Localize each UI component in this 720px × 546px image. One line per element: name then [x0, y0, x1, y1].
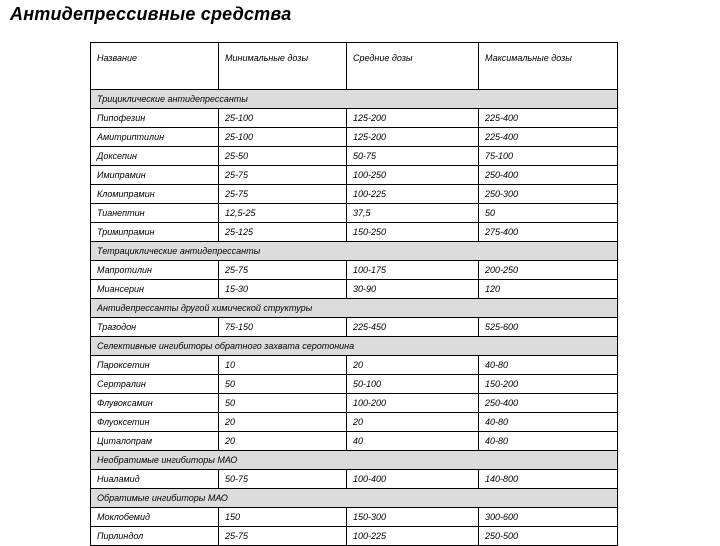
- avg-dose-cell: 30-90: [347, 280, 479, 299]
- avg-dose-cell: 125-200: [347, 109, 479, 128]
- drug-name-cell: Ниаламид: [91, 470, 219, 489]
- table-row: [91, 166, 618, 185]
- min-dose-cell: 150: [219, 508, 347, 527]
- drug-name-cell: Пирлиндол: [91, 527, 219, 546]
- drug-name-cell: Циталопрам: [91, 432, 219, 451]
- drug-name-cell: Флувоксамин: [91, 394, 219, 413]
- header-min-dose: Минимальные дозы: [219, 43, 347, 90]
- group-title: Селективные ингибиторы обратного захвата серотонина: [91, 337, 618, 356]
- max-dose-cell: 250-400: [479, 166, 618, 185]
- table-row: [91, 470, 618, 489]
- max-dose-cell: 120: [479, 280, 618, 299]
- group-row: [91, 337, 618, 356]
- drug-name-cell: Мапротилин: [91, 261, 219, 280]
- min-dose-cell: 25-75: [219, 185, 347, 204]
- min-dose-cell: 12,5-25: [219, 204, 347, 223]
- max-dose-cell: 40-80: [479, 413, 618, 432]
- drug-name-cell: Пипофезин: [91, 109, 219, 128]
- max-dose-cell: 75-100: [479, 147, 618, 166]
- table-row: [91, 147, 618, 166]
- min-dose-cell: 25-75: [219, 261, 347, 280]
- header-avg-dose: Средние дозы: [347, 43, 479, 90]
- min-dose-cell: 25-100: [219, 109, 347, 128]
- min-dose-cell: 10: [219, 356, 347, 375]
- table-header-row: [91, 43, 618, 90]
- group-row: [91, 242, 618, 261]
- group-title: Тетрациклические антидепрессанты: [91, 242, 618, 261]
- min-dose-cell: 20: [219, 432, 347, 451]
- max-dose-cell: 150-200: [479, 375, 618, 394]
- max-dose-cell: 275-400: [479, 223, 618, 242]
- group-row: [91, 90, 618, 109]
- drug-name-cell: Тразодон: [91, 318, 219, 337]
- header-name: Название: [91, 43, 219, 90]
- min-dose-cell: 25-50: [219, 147, 347, 166]
- drug-name-cell: Имипрамин: [91, 166, 219, 185]
- max-dose-cell: 140-800: [479, 470, 618, 489]
- table-row: [91, 204, 618, 223]
- min-dose-cell: 50: [219, 394, 347, 413]
- table-row: [91, 375, 618, 394]
- group-row: [91, 451, 618, 470]
- max-dose-cell: 200-250: [479, 261, 618, 280]
- avg-dose-cell: 150-250: [347, 223, 479, 242]
- max-dose-cell: 50: [479, 204, 618, 223]
- min-dose-cell: 15-30: [219, 280, 347, 299]
- avg-dose-cell: 100-225: [347, 527, 479, 546]
- table-row: [91, 394, 618, 413]
- min-dose-cell: 25-75: [219, 527, 347, 546]
- table-row: [91, 223, 618, 242]
- table-row: [91, 280, 618, 299]
- drug-name-cell: Моклобемид: [91, 508, 219, 527]
- max-dose-cell: 525-600: [479, 318, 618, 337]
- drug-name-cell: Сертралин: [91, 375, 219, 394]
- header-max-dose: Максимальные дозы: [479, 43, 618, 90]
- min-dose-cell: 50: [219, 375, 347, 394]
- drug-name-cell: Флуоксетин: [91, 413, 219, 432]
- avg-dose-cell: 100-250: [347, 166, 479, 185]
- max-dose-cell: 40-80: [479, 432, 618, 451]
- group-title: Антидепрессанты другой химической структуры: [91, 299, 618, 318]
- drug-name-cell: Кломипрамин: [91, 185, 219, 204]
- table-row: [91, 527, 618, 546]
- table-row: [91, 356, 618, 375]
- table-row: [91, 109, 618, 128]
- table-row: [91, 508, 618, 527]
- avg-dose-cell: 20: [347, 356, 479, 375]
- avg-dose-cell: 100-225: [347, 185, 479, 204]
- avg-dose-cell: 37,5: [347, 204, 479, 223]
- avg-dose-cell: 150-300: [347, 508, 479, 527]
- max-dose-cell: 250-400: [479, 394, 618, 413]
- table-row: [91, 318, 618, 337]
- group-title: Трициклические антидепрессанты: [91, 90, 618, 109]
- table-row: [91, 128, 618, 147]
- min-dose-cell: 25-75: [219, 166, 347, 185]
- max-dose-cell: 225-400: [479, 109, 618, 128]
- group-title: Обратимые ингибиторы МАО: [91, 489, 618, 508]
- max-dose-cell: 250-300: [479, 185, 618, 204]
- table-row: [91, 413, 618, 432]
- drug-name-cell: Пароксетин: [91, 356, 219, 375]
- drug-name-cell: Доксепин: [91, 147, 219, 166]
- max-dose-cell: 225-400: [479, 128, 618, 147]
- min-dose-cell: 25-125: [219, 223, 347, 242]
- drug-name-cell: Тримипрамин: [91, 223, 219, 242]
- group-row: [91, 299, 618, 318]
- avg-dose-cell: 50-75: [347, 147, 479, 166]
- group-title: Необратимые ингибиторы МАО: [91, 451, 618, 470]
- avg-dose-cell: 100-200: [347, 394, 479, 413]
- min-dose-cell: 50-75: [219, 470, 347, 489]
- avg-dose-cell: 20: [347, 413, 479, 432]
- min-dose-cell: 75-150: [219, 318, 347, 337]
- avg-dose-cell: 125-200: [347, 128, 479, 147]
- max-dose-cell: 250-500: [479, 527, 618, 546]
- drug-name-cell: Амитриптилин: [91, 128, 219, 147]
- min-dose-cell: 25-100: [219, 128, 347, 147]
- dosage-table: [90, 42, 618, 546]
- max-dose-cell: 40-80: [479, 356, 618, 375]
- page-title: Антидепрессивные средства: [10, 4, 292, 24]
- table-row: [91, 432, 618, 451]
- drug-name-cell: Тианептин: [91, 204, 219, 223]
- dosage-table-body: [91, 43, 618, 546]
- table-row: [91, 185, 618, 204]
- max-dose-cell: 300-600: [479, 508, 618, 527]
- min-dose-cell: 20: [219, 413, 347, 432]
- avg-dose-cell: 225-450: [347, 318, 479, 337]
- avg-dose-cell: 50-100: [347, 375, 479, 394]
- avg-dose-cell: 100-400: [347, 470, 479, 489]
- avg-dose-cell: 40: [347, 432, 479, 451]
- drug-name-cell: Миансерин: [91, 280, 219, 299]
- table-row: [91, 261, 618, 280]
- avg-dose-cell: 100-175: [347, 261, 479, 280]
- group-row: [91, 489, 618, 508]
